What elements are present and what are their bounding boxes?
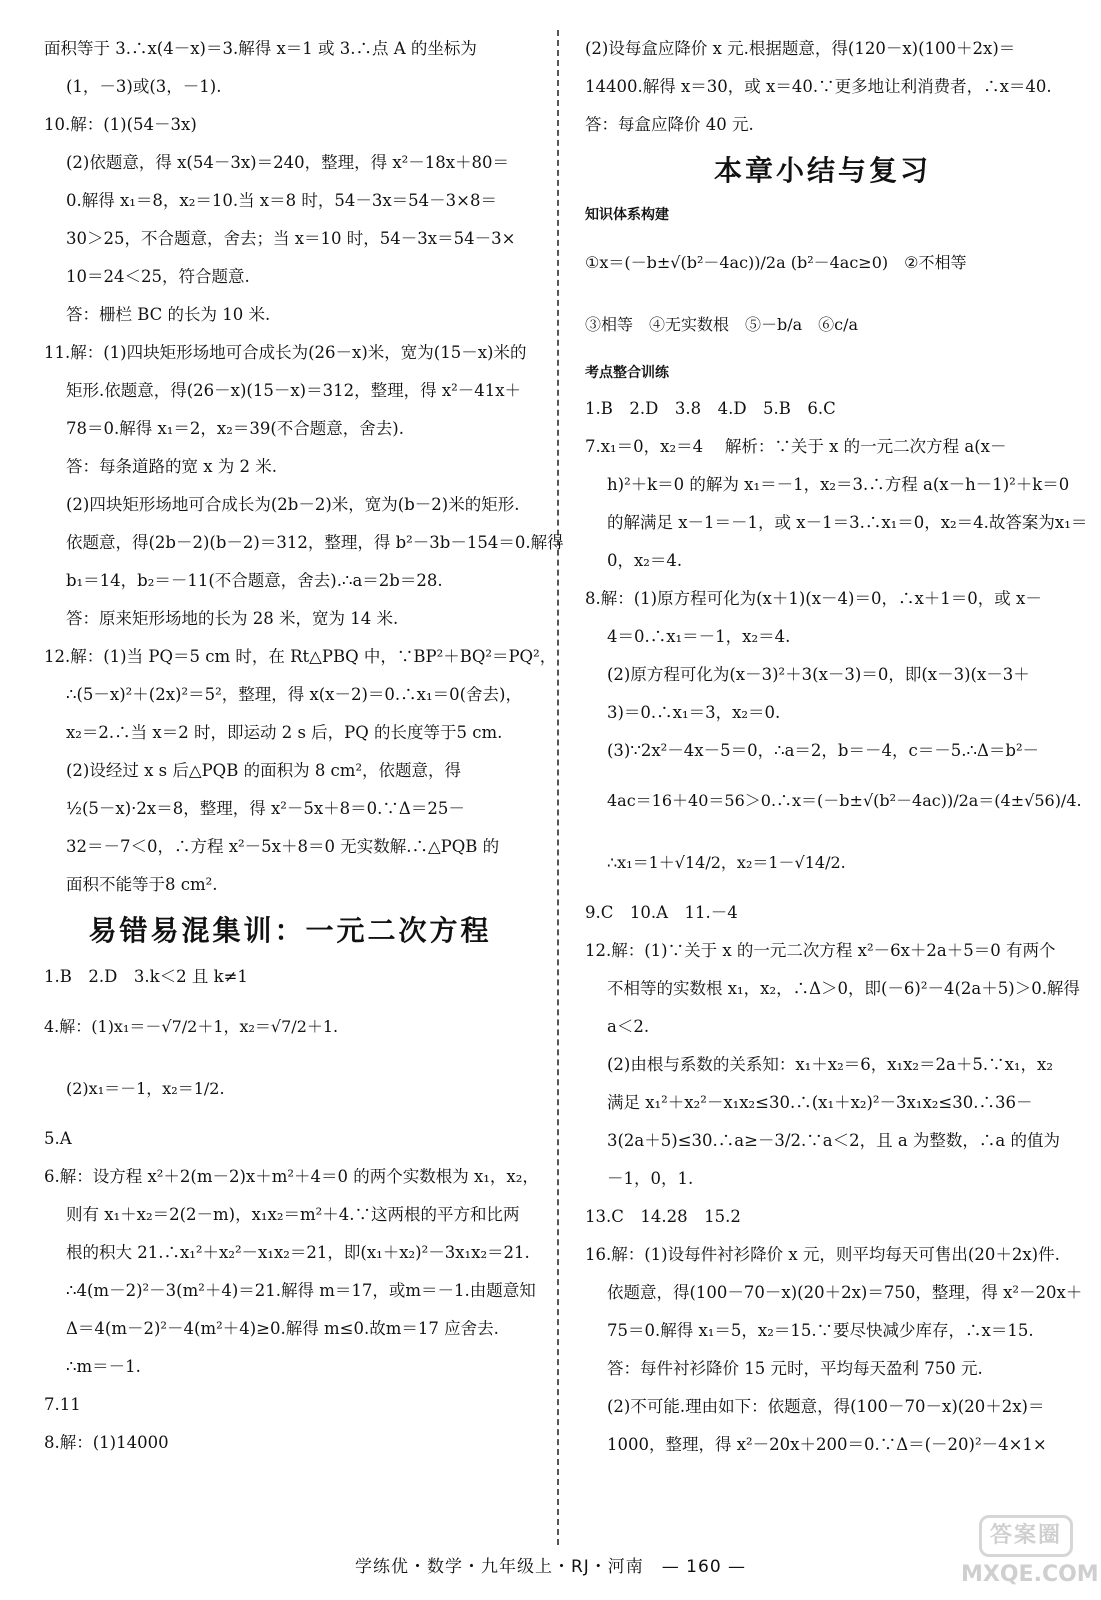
- text-line: 12.解：(1)当 PQ＝5 cm 时，在 Rt△PBQ 中，∵BP²＋BQ²＝PQ²，: [44, 647, 557, 666]
- text-line: 0，x₂＝4.: [607, 551, 683, 570]
- text-line: Δ＝4(m－2)²－4(m²＋4)≥0.解得 m≤0.故m＝17 应舍去.: [66, 1319, 499, 1338]
- text-line: 答：每盒应降价 40 元.: [585, 115, 754, 134]
- text-line: (3)∵2x²－4x－5＝0，∴a＝2，b＝－4，c＝－5.∴Δ＝b²－: [607, 741, 1040, 760]
- text-line: 矩形.依题意，得(26－x)(15－x)＝312，整理，得 x²－41x＋: [66, 381, 522, 400]
- text-line: 3(2a＋5)≤30.∴a≥－3/2.∵a＜2，且 a 为整数，∴a 的值为: [607, 1131, 1060, 1150]
- text-line: ∴m＝－1.: [66, 1357, 141, 1376]
- text-line: 6.解：设方程 x²＋2(m－2)x＋m²＋4＝0 的两个实数根为 x₁，x₂，: [44, 1167, 539, 1186]
- text-line: 1.B 2.D 3.k＜2 且 k≠1: [44, 967, 248, 986]
- text-line: (2)原方程可化为(x－3)²＋3(x－3)＝0，即(x－3)(x－3＋: [607, 665, 1030, 684]
- math-line: 4ac＝16＋40＝56＞0.∴x＝(－b±√(b²－4ac))/2a＝(4±√56)/4.: [607, 791, 1082, 810]
- text-line: 16.解：(1)设每件衬衫降价 x 元，则平均每天可售出(20＋2x)件.: [585, 1245, 1060, 1264]
- left-column: [44, 30, 564, 1462]
- text-line: 依题意，得(100－70－x)(20＋2x)＝750，整理，得 x²－20x＋: [607, 1283, 1083, 1302]
- text-line: 14400.解得 x＝30，或 x＝40.∵更多地让利消费者，∴x＝40.: [585, 77, 1052, 96]
- subheading-knowledge: 知识体系构建: [585, 207, 669, 223]
- text-line: 答：栅栏 BC 的长为 10 米.: [66, 305, 271, 324]
- text-line: －1，0，1.: [607, 1169, 694, 1188]
- text-line: 不相等的实数根 x₁，x₂，∴Δ＞0，即(－6)²－4(2a＋5)＞0.解得: [607, 979, 1080, 998]
- section-heading-mistakes: 易错易混集训：一元二次方程: [88, 914, 492, 947]
- section-heading-review: 本章小结与复习: [713, 154, 931, 187]
- text-line: 11.解：(1)四块矩形场地可合成长为(26－x)米，宽为(15－x)米的: [44, 343, 527, 362]
- watermark-text: 答案圈: [979, 1515, 1073, 1557]
- text-line: 根的积大 21.∴x₁²＋x₂²－x₁x₂＝21，即(x₁＋x₂)²－3x₁x₂＝21.: [66, 1243, 530, 1262]
- text-line: 10.解：(1)(54－3x): [44, 115, 197, 134]
- text-line: 13.C 14.28 15.2: [585, 1207, 741, 1226]
- text-line: 5.A: [44, 1129, 72, 1148]
- text-line: 1.B 2.D 3.8 4.D 5.B 6.C: [585, 399, 836, 418]
- text-line: b₁＝14，b₂＝－11(不合题意，舍去).∴a＝2b＝28.: [66, 571, 443, 590]
- text-line: ½(5－x)·2x＝8，整理，得 x²－5x＋8＝0.∵Δ＝25－: [66, 799, 465, 818]
- text-line: 9.C 10.A 11.－4: [585, 903, 738, 922]
- math-line: 4.解：(1)x₁＝－√7/2＋1，x₂＝√7/2＋1.: [44, 1017, 339, 1036]
- text-line: 满足 x₁²＋x₂²－x₁x₂≤30.∴(x₁＋x₂)²－3x₁x₂≤30.∴36－: [607, 1093, 1033, 1112]
- text-line: h)²＋k＝0 的解为 x₁＝－1，x₂＝3.∴方程 a(x－h－1)²＋k＝0: [607, 475, 1070, 494]
- text-line: 答：原来矩形场地的长为 28 米，宽为 14 米.: [66, 609, 399, 628]
- text-line: 10＝24＜25，符合题意.: [66, 267, 250, 286]
- text-line: 32＝－7＜0，∴方程 x²－5x＋8＝0 无实数解.∴△PQB 的: [66, 837, 500, 856]
- column-divider: [557, 30, 559, 1545]
- text-line: 8.解：(1)原方程可化为(x＋1)(x－4)＝0，∴x＋1＝0，或 x－: [585, 589, 1042, 608]
- text-line: (2)不可能.理由如下：依题意，得(100－70－x)(20＋2x)＝: [607, 1397, 1045, 1416]
- math-line: (2)x₁＝－1，x₂＝1/2.: [66, 1079, 225, 1098]
- text-line: ∴4(m－2)²－3(m²＋4)＝21.解得 m＝17，或m＝－1.由题意知: [66, 1281, 536, 1300]
- text-line: 依题意，得(2b－2)(b－2)＝312，整理，得 b²－3b－154＝0.解得: [66, 533, 564, 552]
- text-line: 的解满足 x－1＝－1，或 x－1＝3.∴x₁＝0，x₂＝4.故答案为x₁＝: [607, 513, 1088, 532]
- text-line: 0.解得 x₁＝8，x₂＝10.当 x＝8 时，54－3x＝54－3×8＝: [66, 191, 497, 210]
- text-line: 3)＝0.∴x₁＝3，x₂＝0.: [607, 703, 781, 722]
- right-column: [585, 30, 1088, 1464]
- text-line: (2)设经过 x s 后△PQB 的面积为 8 cm²，依题意，得: [66, 761, 462, 780]
- text-line: (2)由根与系数的关系知：x₁＋x₂＝6，x₁x₂＝2a＋5.∵x₁，x₂: [607, 1055, 1053, 1074]
- text-line: 面积等于 3.∴x(4－x)＝3.解得 x＝1 或 3.∴点 A 的坐标为: [44, 39, 477, 58]
- text-line: (2)四块矩形场地可合成长为(2b－2)米，宽为(b－2)米的矩形.: [66, 495, 520, 514]
- text-line: 答：每件衬衫降价 15 元时，平均每天盈利 750 元.: [607, 1359, 983, 1378]
- text-line: 7.x₁＝0，x₂＝4 解析：∵关于 x 的一元二次方程 a(x－: [585, 437, 1007, 456]
- watermark-url: MXQE.COM: [961, 1562, 1099, 1587]
- text-line: x₂＝2.∴当 x＝2 时，即运动 2 s 后，PQ 的长度等于5 cm.: [66, 723, 503, 742]
- text-line: (2)依题意，得 x(54－3x)＝240，整理，得 x²－18x＋80＝: [66, 153, 510, 172]
- math-line: ∴x₁＝1＋√14/2，x₂＝1－√14/2.: [607, 853, 846, 872]
- text-line: 78＝0.解得 x₁＝2，x₂＝39(不合题意，舍去).: [66, 419, 404, 438]
- text-line: ∴(5－x)²＋(2x)²＝5²，整理，得 x(x－2)＝0.∴x₁＝0(舍去)，: [66, 685, 522, 704]
- text-line: 75＝0.解得 x₁＝5，x₂＝15.∵要尽快减少库存，∴x＝15.: [607, 1321, 1034, 1340]
- text-line: 30＞25，不合题意，舍去；当 x＝10 时，54－3x＝54－3×: [66, 229, 516, 248]
- text-line: (2)设每盒应降价 x 元.根据题意，得(120－x)(100＋2x)＝: [585, 39, 1016, 58]
- page-footer: 学练优・数学・九年级上・RJ・河南 — 160 —: [354, 1557, 747, 1577]
- math-line: ①x＝(－b±√(b²－4ac))/2a (b²－4ac≥0) ②不相等: [585, 253, 967, 272]
- text-line: 1000，整理，得 x²－20x＋200＝0.∵Δ＝(－20)²－4×1×: [607, 1435, 1047, 1454]
- text-line: (1，－3)或(3，－1).: [66, 77, 222, 96]
- text-line: a＜2.: [607, 1017, 650, 1036]
- text-line: 则有 x₁＋x₂＝2(2－m)，x₁x₂＝m²＋4.∵这两根的平方和比两: [66, 1205, 520, 1224]
- text-line: 4＝0.∴x₁＝－1，x₂＝4.: [607, 627, 791, 646]
- watermark-logo: [961, 1515, 1099, 1595]
- text-line: 7.11: [44, 1395, 81, 1414]
- text-line: 面积不能等于8 cm².: [66, 875, 218, 894]
- text-line: 答：每条道路的宽 x 为 2 米.: [66, 457, 278, 476]
- text-line: 8.解：(1)14000: [44, 1433, 169, 1452]
- subheading-training: 考点整合训练: [585, 365, 669, 381]
- math-line: ③相等 ④无实数根 ⑤－b/a ⑥c/a: [585, 315, 859, 334]
- text-line: 12.解：(1)∵关于 x 的一元二次方程 x²－6x＋2a＋5＝0 有两个: [585, 941, 1056, 960]
